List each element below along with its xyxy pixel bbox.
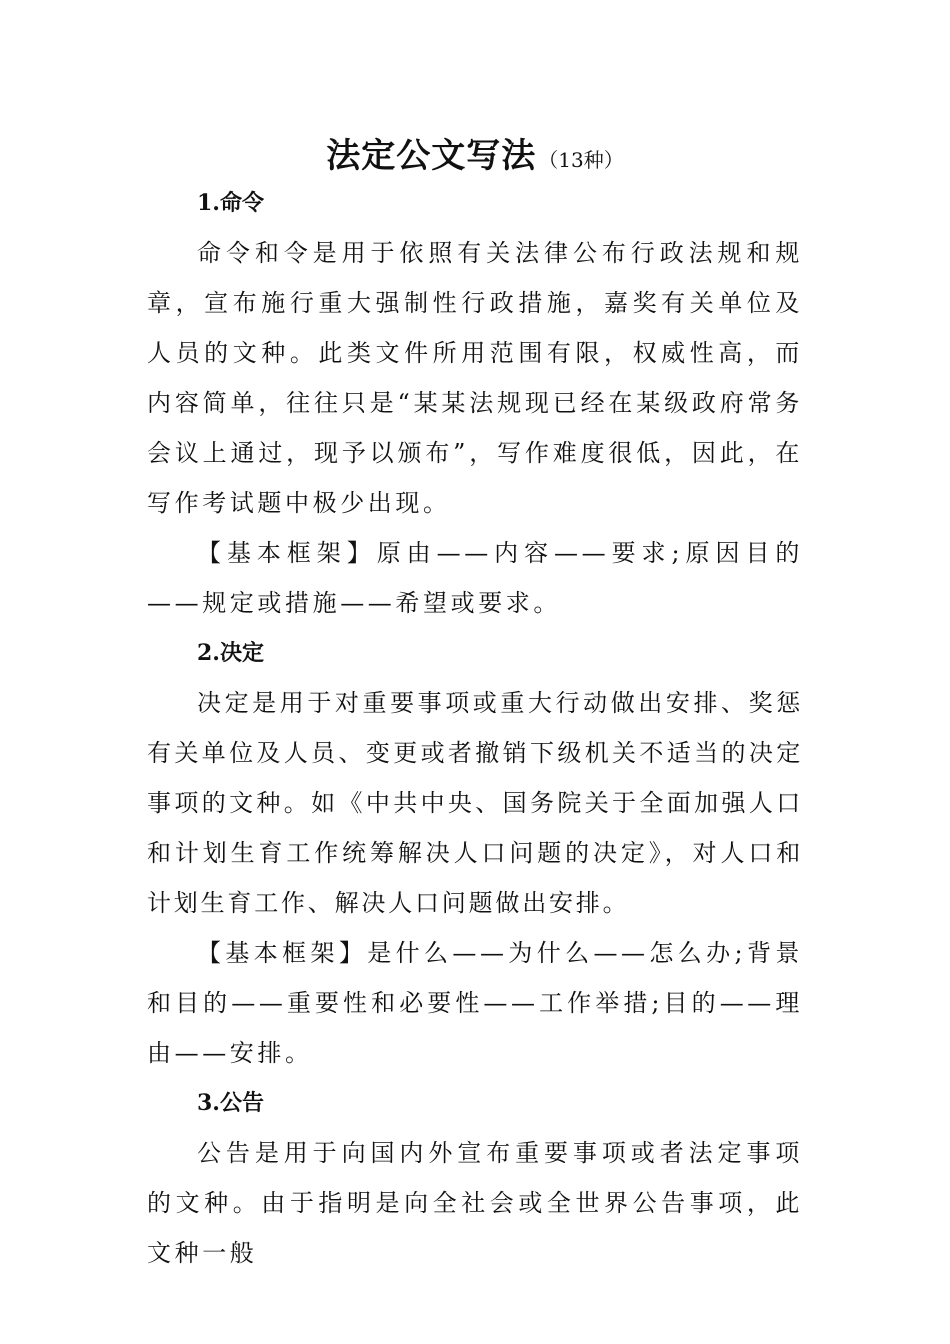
framework-paragraph: 【基本框架】原由——内容——要求;原因目的——规定或措施——希望或要求。 [147, 539, 803, 617]
document-body [147, 178, 803, 1278]
section-heading: 1.命令 [197, 190, 264, 216]
title-main: 法定公文写法 [326, 136, 537, 176]
title-subtitle: （13种） [538, 148, 624, 172]
document-title [0, 128, 950, 177]
paragraph: 公告是用于向国内外宣布重要事项或者法定事项的文种。由于指明是向全社会或全世界公告事项，此文种一般 [147, 1139, 803, 1267]
paragraph: 命令和令是用于依照有关法律公布行政法规和规章，宣布施行重大强制性行政措施，嘉奖有关单位及人员的文种。此类文件所用范围有限，权威性高，而内容简单，往往只是“某某法规现已经在某级政府常务会议上通过，现予以颁布”，写作难度很低，因此，在写作考试题中极少出现。 [147, 239, 803, 517]
section-announcement [147, 1078, 803, 1278]
section-heading: 3.公告 [197, 1090, 264, 1116]
paragraph: 决定是用于对重要事项或重大行动做出安排、奖惩有关单位及人员、变更或者撤销下级机关不适当的决定事项的文种。如《中共中央、国务院关于全面加强人口和计划生育工作统筹解决人口问题的决定》，对人口和计划生育工作、解决人口问题做出安排。 [147, 689, 803, 917]
section-command [147, 178, 803, 628]
section-heading: 2.决定 [197, 640, 264, 666]
framework-paragraph: 【基本框架】是什么——为什么——怎么办;背景和目的——重要性和必要性——工作举措;目的——理由——安排。 [147, 939, 803, 1067]
section-decision [147, 628, 803, 1078]
